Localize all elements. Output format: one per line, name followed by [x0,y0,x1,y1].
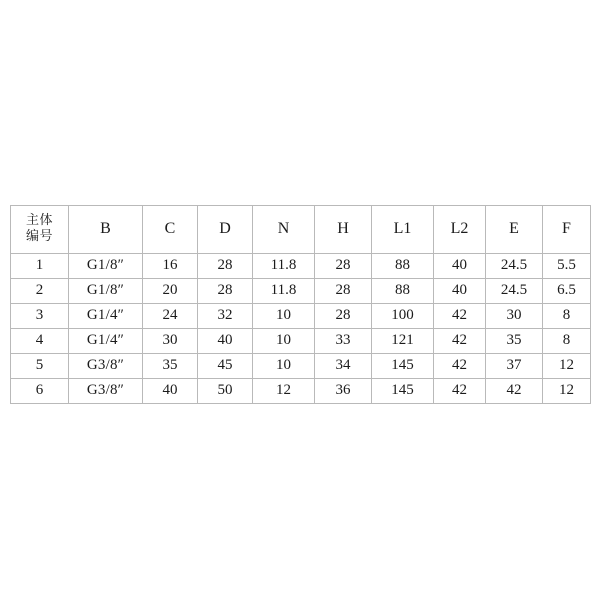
cell-n: 10 [253,354,315,379]
table-row [11,304,591,329]
cell-c: 16 [143,254,198,279]
cell-c: 30 [143,329,198,354]
cell-f: 12 [543,354,591,379]
table-body [11,254,591,404]
cell-b: G1/4″ [69,304,143,329]
cell-l1: 100 [372,304,434,329]
cell-d: 45 [198,354,253,379]
column-header-model-number-line1: 主体 [25,212,53,228]
cell-h: 28 [315,279,372,304]
column-header-l1: L1 [372,206,434,254]
table-row [11,379,591,404]
cell-e: 24.5 [486,254,543,279]
column-header-c: C [143,206,198,254]
column-header-e: E [486,206,543,254]
cell-c: 24 [143,304,198,329]
cell-l2: 42 [434,304,486,329]
column-header-l2: L2 [434,206,486,254]
cell-e: 24.5 [486,279,543,304]
specification-table [10,205,591,404]
cell-l2: 40 [434,254,486,279]
cell-h: 28 [315,254,372,279]
column-header-model-number-line2: 编号 [25,229,53,244]
cell-n: 10 [253,304,315,329]
column-header-b: B [69,206,143,254]
cell-l2: 42 [434,329,486,354]
cell-c: 35 [143,354,198,379]
column-header-f: F [543,206,591,254]
cell-model-number: 6 [11,379,69,404]
cell-b: G1/4″ [69,329,143,354]
table-row [11,329,591,354]
column-header-h: H [315,206,372,254]
cell-h: 33 [315,329,372,354]
cell-h: 34 [315,354,372,379]
cell-model-number: 2 [11,279,69,304]
cell-d: 40 [198,329,253,354]
cell-f: 5.5 [543,254,591,279]
cell-n: 11.8 [253,254,315,279]
cell-model-number: 1 [11,254,69,279]
cell-l1: 88 [372,279,434,304]
cell-d: 32 [198,304,253,329]
table-row [11,254,591,279]
cell-n: 12 [253,379,315,404]
column-header-d: D [198,206,253,254]
cell-b: G3/8″ [69,379,143,404]
cell-e: 37 [486,354,543,379]
cell-b: G3/8″ [69,354,143,379]
cell-e: 42 [486,379,543,404]
table-header [11,206,591,254]
cell-f: 12 [543,379,591,404]
table-header-row [11,206,591,254]
cell-l2: 42 [434,379,486,404]
cell-d: 28 [198,279,253,304]
cell-h: 36 [315,379,372,404]
cell-n: 10 [253,329,315,354]
cell-e: 30 [486,304,543,329]
cell-l1: 121 [372,329,434,354]
cell-model-number: 4 [11,329,69,354]
cell-b: G1/8″ [69,279,143,304]
cell-model-number: 5 [11,354,69,379]
cell-f: 8 [543,304,591,329]
column-header-model-number [11,206,69,254]
cell-b: G1/8″ [69,254,143,279]
cell-l2: 42 [434,354,486,379]
cell-l1: 88 [372,254,434,279]
cell-d: 28 [198,254,253,279]
cell-f: 8 [543,329,591,354]
cell-f: 6.5 [543,279,591,304]
cell-d: 50 [198,379,253,404]
table-row [11,279,591,304]
cell-c: 40 [143,379,198,404]
cell-l1: 145 [372,379,434,404]
table-row [11,354,591,379]
cell-model-number: 3 [11,304,69,329]
cell-l1: 145 [372,354,434,379]
cell-h: 28 [315,304,372,329]
column-header-n: N [253,206,315,254]
spec-table-container [10,205,590,404]
cell-n: 11.8 [253,279,315,304]
cell-e: 35 [486,329,543,354]
cell-l2: 40 [434,279,486,304]
cell-c: 20 [143,279,198,304]
